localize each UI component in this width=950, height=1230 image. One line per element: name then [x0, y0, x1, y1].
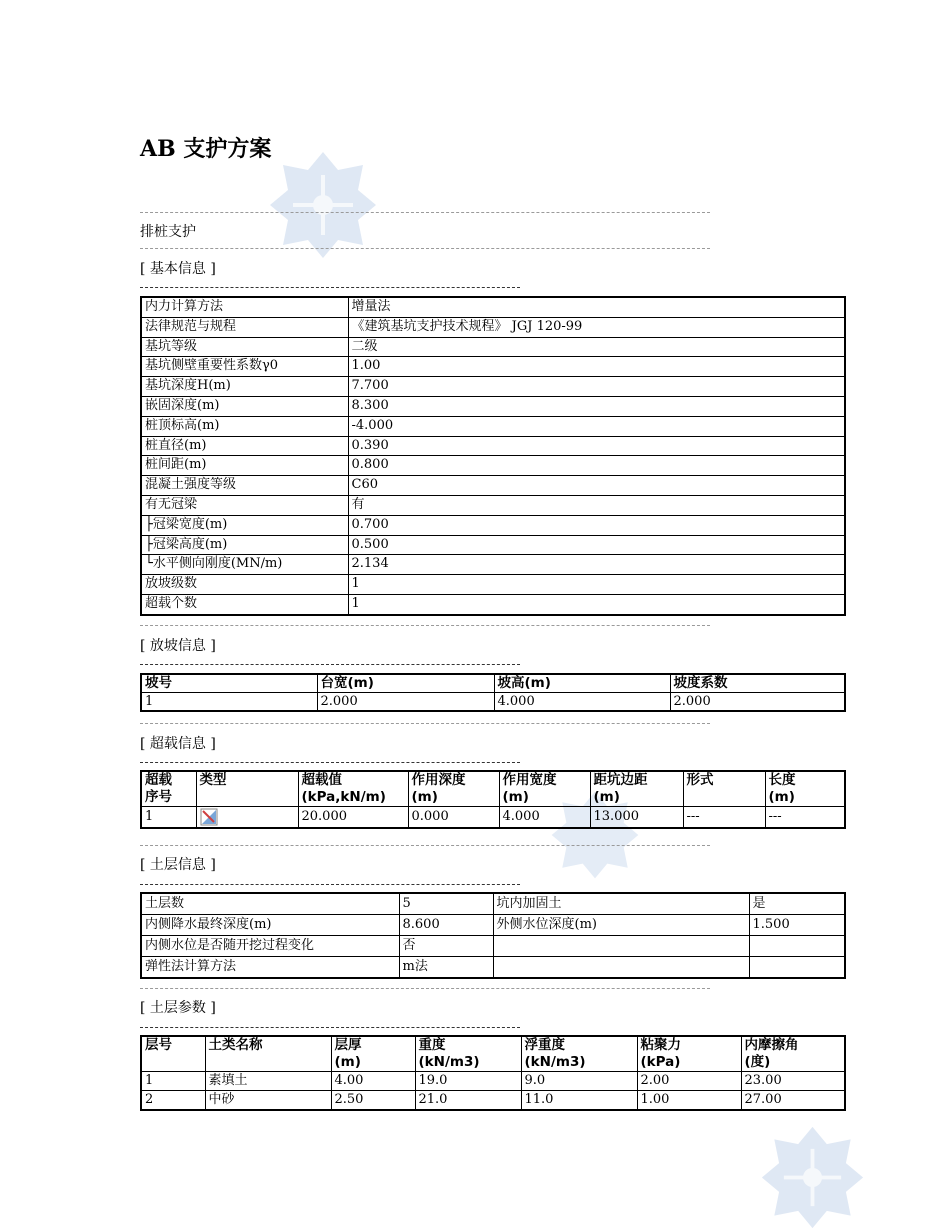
header-line: 层厚 — [334, 1037, 362, 1053]
header-line: 类型 — [199, 772, 227, 788]
table-row — [141, 337, 845, 357]
table-row — [141, 693, 845, 712]
column-header: 坡度系数 — [670, 674, 845, 693]
table-cell: 9.0 — [521, 1072, 637, 1091]
header-line: (m) — [411, 789, 438, 805]
table-cell: 1 — [141, 693, 317, 712]
header-line: 距坑边距 — [593, 772, 648, 788]
header-line: 作用宽度 — [502, 772, 557, 788]
table-cell: 土层数 — [141, 893, 399, 915]
param-value: 二级 — [348, 337, 845, 357]
table-row — [141, 397, 845, 417]
table-cell: 5 — [399, 893, 493, 915]
column-header — [765, 771, 845, 807]
column-header: 坡号 — [141, 674, 317, 693]
column-header — [196, 771, 298, 807]
param-value: 有 — [348, 495, 845, 515]
table-cell: 坑内加固土 — [493, 893, 749, 915]
header-line: 超载值 — [301, 772, 342, 788]
header-line: (kN/m3) — [418, 1054, 480, 1070]
table-row — [141, 535, 845, 555]
param-label: 基坑深度H(m) — [141, 377, 348, 397]
table-cell: 2 — [141, 1091, 205, 1111]
table-cell: 8.600 — [399, 915, 493, 936]
load-info-table — [140, 770, 846, 829]
column-header — [637, 1036, 741, 1072]
table-row — [141, 936, 845, 957]
table-cell: 19.0 — [415, 1072, 521, 1091]
table-cell: 外侧水位深度(m) — [493, 915, 749, 936]
param-label: 基坑侧壁重要性系数γ0 — [141, 357, 348, 377]
soil-params-table — [140, 1035, 846, 1111]
table-row — [141, 1091, 845, 1111]
param-label: 法律规范与规程 — [141, 317, 348, 337]
table-cell: 中砂 — [205, 1091, 331, 1111]
table-cell — [493, 957, 749, 979]
column-header — [298, 771, 408, 807]
section-heading-load: [ 超载信息 ] — [140, 736, 216, 752]
table-row — [141, 416, 845, 436]
param-value: 1 — [348, 575, 845, 595]
table-cell: 0.000 — [408, 807, 499, 829]
param-value: 0.390 — [348, 436, 845, 456]
divider — [140, 1027, 520, 1028]
param-value: 《建筑基坑支护技术规程》 JGJ 120-99 — [348, 317, 845, 337]
table-row — [141, 575, 845, 595]
divider — [140, 212, 710, 213]
param-value: 0.700 — [348, 515, 845, 535]
table-row — [141, 317, 845, 337]
header-line: 超载 — [145, 772, 172, 788]
header-line: (m) — [768, 789, 795, 805]
table-row — [141, 594, 845, 615]
header-line: 土类名称 — [208, 1037, 263, 1053]
section-subtitle: 排桩支护 — [140, 224, 196, 240]
divider — [140, 762, 520, 763]
param-label: 内力计算方法 — [141, 297, 348, 317]
divider — [140, 664, 520, 665]
page-title: AB 支护方案 — [140, 136, 272, 162]
table-cell: 否 — [399, 936, 493, 957]
table-cell: 4.000 — [494, 693, 670, 712]
header-line: 长度 — [768, 772, 796, 788]
table-cell: 11.0 — [521, 1091, 637, 1111]
header-line — [200, 789, 295, 806]
column-header — [331, 1036, 415, 1072]
header-line: (m) — [502, 789, 529, 805]
table-cell: 1 — [141, 807, 196, 829]
table-row — [141, 357, 845, 377]
soil-info-table — [140, 892, 846, 979]
column-header — [683, 771, 765, 807]
header-line — [209, 1054, 328, 1071]
param-label: 基坑等级 — [141, 337, 348, 357]
table-row — [141, 807, 845, 829]
table-cell — [749, 936, 845, 957]
param-label: 混凝土强度等级 — [141, 476, 348, 496]
table-cell: 27.00 — [741, 1091, 845, 1111]
param-label: 放坡级数 — [141, 575, 348, 595]
table-cell: 2.000 — [670, 693, 845, 712]
table-cell: 4.000 — [499, 807, 590, 829]
param-value: 2.134 — [348, 555, 845, 575]
table-cell: 2.50 — [331, 1091, 415, 1111]
table-cell: 1.00 — [637, 1091, 741, 1111]
load-type-icon — [200, 808, 218, 826]
header-line: (m) — [593, 789, 620, 805]
header-line: (度) — [744, 1054, 771, 1070]
table-cell: 1 — [141, 1072, 205, 1091]
watermark-logo — [268, 150, 378, 260]
table-row — [141, 893, 845, 915]
column-header — [408, 771, 499, 807]
column-header — [141, 771, 196, 807]
table-row — [141, 297, 845, 317]
table-cell: --- — [683, 807, 765, 829]
header-line: (kPa,kN/m) — [301, 789, 386, 805]
divider — [140, 845, 710, 846]
column-header — [205, 1036, 331, 1072]
section-heading-param: [ 土层参数 ] — [140, 1000, 216, 1016]
table-cell — [493, 936, 749, 957]
table-cell: 20.000 — [298, 807, 408, 829]
header-line — [145, 1054, 202, 1071]
table-cell: --- — [765, 807, 845, 829]
table-cell: 弹性法计算方法 — [141, 957, 399, 979]
header-line — [687, 789, 762, 806]
table-cell: 2.00 — [637, 1072, 741, 1091]
table-row — [141, 476, 845, 496]
param-value: 0.500 — [348, 535, 845, 555]
table-cell: m法 — [399, 957, 493, 979]
table-cell: 是 — [749, 893, 845, 915]
param-value: 增量法 — [348, 297, 845, 317]
param-label: 桩顶标高(m) — [141, 416, 348, 436]
column-header: 台宽(m) — [317, 674, 494, 693]
section-heading-basic: [ 基本信息 ] — [140, 261, 216, 277]
table-cell: 内侧水位是否随开挖过程变化 — [141, 936, 399, 957]
column-header — [499, 771, 590, 807]
table-cell: 4.00 — [331, 1072, 415, 1091]
header-line: 重度 — [418, 1037, 446, 1053]
slope-info-table — [140, 673, 846, 712]
param-label: 超载个数 — [141, 594, 348, 615]
divider — [140, 248, 710, 249]
table-row — [141, 436, 845, 456]
param-value: 7.700 — [348, 377, 845, 397]
param-label: └水平侧向刚度(MN/m) — [141, 555, 348, 575]
table-cell: 素填土 — [205, 1072, 331, 1091]
table-row — [141, 915, 845, 936]
header-line: 形式 — [686, 772, 714, 788]
header-line: 序号 — [145, 789, 172, 805]
header-line: (kN/m3) — [524, 1054, 586, 1070]
param-label: ├冠梁宽度(m) — [141, 515, 348, 535]
param-label: 嵌固深度(m) — [141, 397, 348, 417]
header-line: (m) — [334, 1054, 361, 1070]
param-label: ├冠梁高度(m) — [141, 535, 348, 555]
table-cell: 13.000 — [590, 807, 683, 829]
param-value: 8.300 — [348, 397, 845, 417]
header-line: 内摩擦角 — [744, 1037, 799, 1053]
table-row — [141, 377, 845, 397]
header-line: 粘聚力 — [640, 1037, 681, 1053]
section-heading-slope: [ 放坡信息 ] — [140, 638, 216, 654]
header-line: 层号 — [145, 1037, 172, 1053]
divider — [140, 287, 520, 288]
section-heading-soil: [ 土层信息 ] — [140, 857, 216, 873]
table-row — [141, 456, 845, 476]
column-header — [590, 771, 683, 807]
table-cell: 2.000 — [317, 693, 494, 712]
param-label: 桩间距(m) — [141, 456, 348, 476]
table-cell — [749, 957, 845, 979]
table-cell: 1.500 — [749, 915, 845, 936]
header-line: (kPa) — [640, 1054, 681, 1070]
table-row — [141, 495, 845, 515]
param-label: 桩直径(m) — [141, 436, 348, 456]
divider — [140, 723, 710, 724]
param-value: -4.000 — [348, 416, 845, 436]
param-value: 1 — [348, 594, 845, 615]
header-line: 作用深度 — [411, 772, 466, 788]
divider — [140, 988, 710, 989]
param-value: 1.00 — [348, 357, 845, 377]
column-header — [141, 1036, 205, 1072]
table-row — [141, 1072, 845, 1091]
param-value: C60 — [348, 476, 845, 496]
table-row — [141, 555, 845, 575]
table-cell: 23.00 — [741, 1072, 845, 1091]
param-label: 有无冠梁 — [141, 495, 348, 515]
basic-info-table — [140, 296, 846, 616]
table-cell: 21.0 — [415, 1091, 521, 1111]
table-row — [141, 515, 845, 535]
column-header — [521, 1036, 637, 1072]
load-type-cell — [196, 807, 298, 829]
watermark-logo — [760, 1125, 865, 1230]
table-cell: 内侧降水最终深度(m) — [141, 915, 399, 936]
column-header — [741, 1036, 845, 1072]
table-row — [141, 957, 845, 979]
column-header: 坡高(m) — [494, 674, 670, 693]
divider — [140, 884, 520, 885]
header-line: 浮重度 — [524, 1037, 565, 1053]
column-header — [415, 1036, 521, 1072]
param-value: 0.800 — [348, 456, 845, 476]
divider — [140, 625, 710, 626]
